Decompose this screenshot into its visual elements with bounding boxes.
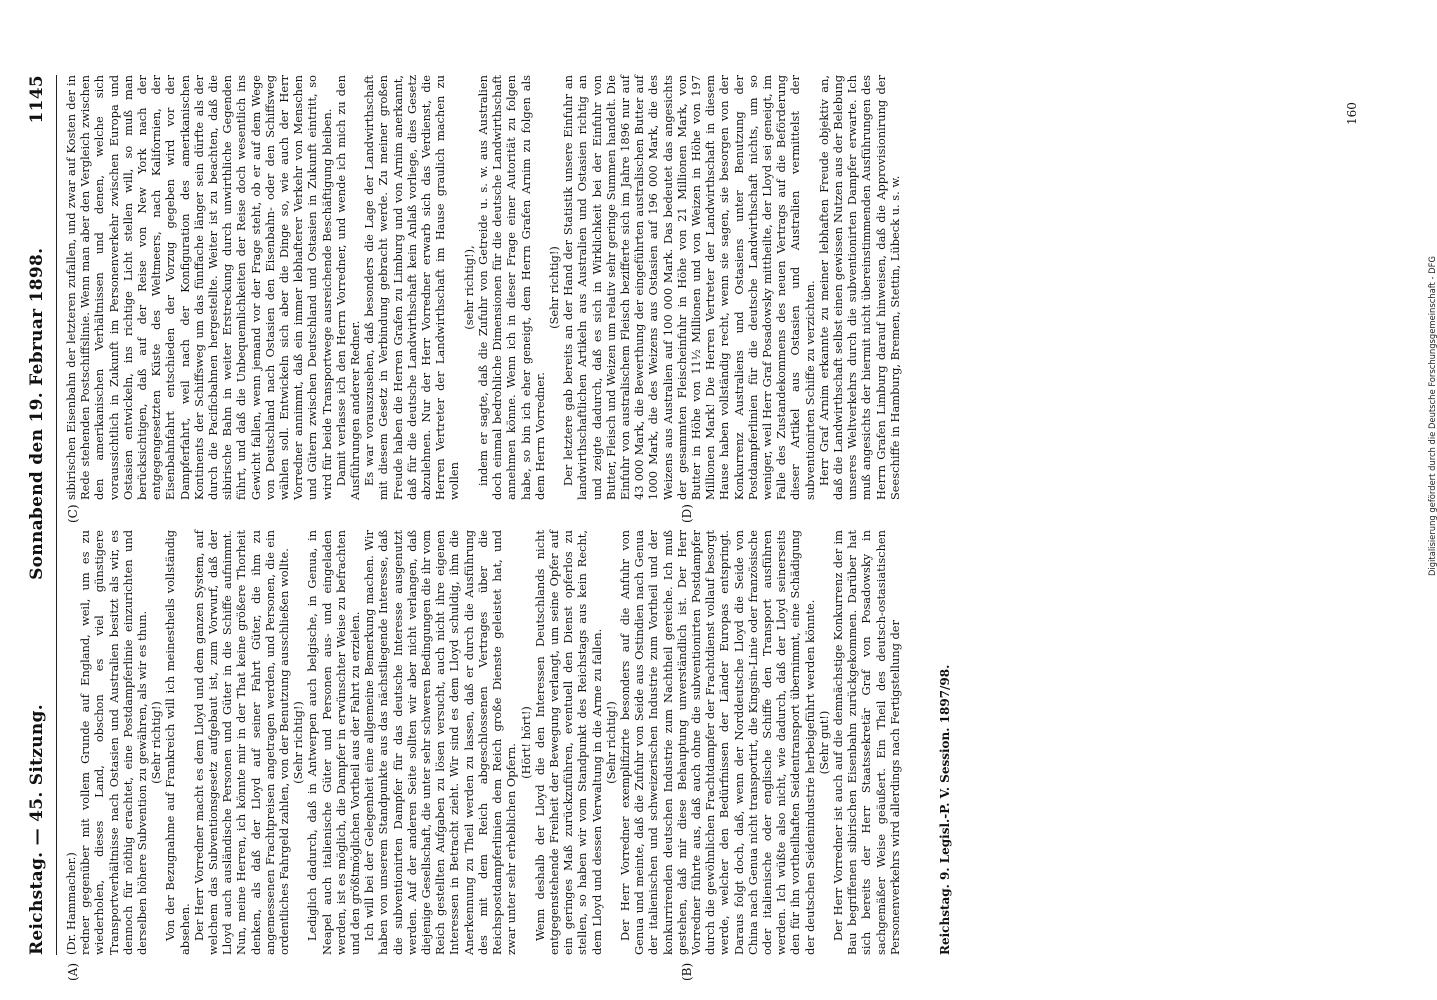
text-column-right	[64, 75, 902, 500]
header-date: Sonnabend den 19. Februar 1898.	[27, 247, 47, 580]
paragraph: Damit verlasse ich den Herrn Vorredner, und wende ich mich zu den Ausführungen anderer Redner.	[333, 75, 363, 500]
page-footer: Reichstag. 9. Legisl.-P. V. Session. 1897/98.	[938, 664, 952, 955]
margin-mark-d: (D)	[680, 504, 694, 523]
interjection: (sehr richtig!),	[461, 245, 476, 330]
paragraph: Der Herr Vorredner macht es dem Lloyd und dem ganzen System, auf welchem das Subventionsgesetz aufgebaut ist, zum Vorwurf, daß der Lloyd auch ausländische Personen und Güter in die Schiffe aufnimmt. Nun, meine Herren, ich könnte mir in der That keine größere Thorheit denken, als daß der Lloyd auf seiner Fahrt Güter, die ihm zu angemessenen Frachtpreisen angetragen werden, und Personen, die ein ordentliches Fahrgeld zahlen, von der Benutzung ausschließen wollte.	[191, 530, 292, 955]
page-number: 1145	[27, 75, 47, 124]
header-left: Reichstag. — 45. Sitzung.	[27, 704, 47, 955]
interjection: (Sehr richtig!)	[291, 701, 306, 784]
speaker-label: (Dr. Hammacher.)	[64, 852, 78, 955]
sheet-signature: 160	[1345, 102, 1359, 125]
paragraph: Es war vorauszusehen, daß besonders die Lage der Landwirthschaft mit diesem Gesetz in Verbindung gebracht werde. Zu meiner großen Freude haben die Herren Grafen zu Limburg und von Arnim anerkannt, daß für die deutsche Landwirthschaft kein Anlaß vorliege, dies Gesetz abzulehnen. Nur der Herr Vorredner erwarb sich das Verdienst, die Herren Vertreter der Landwirthschaft im Hause graulich machen zu wollen	[362, 75, 462, 500]
header-rule	[56, 75, 57, 955]
margin-mark-b: (B)	[680, 962, 694, 981]
digitization-note	[1427, 6, 1437, 576]
paragraph: Wenn deshalb der Lloyd die den Interessen Deutschlands nicht entgegenstehende Freiheit der Bewegung verlangt, um seine Opfer auf ein geringes Maß zurückzuführen, eventuell den Dienst opferlos zu stellen, so haben wir vom Standpunkt des Reichstags aus kein Recht, dem Lloyd und dessen Verwaltung in die Arme zu fallen.	[532, 530, 604, 955]
paragraph: indem er sagte, daß die Zufuhr von Getreide u. s. w. aus Australien doch einmal bedrohliche Dimensionen für die deutsche Landwirthschaft annehmen könne. Wenn ich in dieser Frage einer Autorität zu folgen habe, so bin ich eher geneigt, dem Herrn Grafen Arnim zu folgen als dem Herrn Vorredner.	[475, 75, 547, 500]
paragraph: Lediglich dadurch, daß in Antwerpen auch belgische, in Genua, in Neapel auch italienische Güter und Personen aus- und eingeladen werden, ist es möglich, die Dampfer in erwünschter Weise zu befrachten und den größtmöglichen Vortheil aus der Fahrt zu erzielen.	[305, 530, 363, 955]
digitization-strip	[1427, 6, 1437, 576]
interjection: (Sehr richtig!)	[149, 701, 164, 784]
paragraph: Der Herr Vorredner ist auch auf die demnächstige Konkurrenz der im Bau begriffenen sibirischen Eisenbahn zurückgekommen. Darüber hat sich bereits der Herr Staatssekretär Graf von Posadowsky in sachgemäßer Weise geäußert. Ein Theil des deutsch-ostasiatischen Personenverkehrs wird allerdings nach Fertigstellung der	[830, 530, 902, 955]
paragraph: redner gegenüber mit vollem Grunde auf England, weil, um es zu wiederholen, dieses Land, obschon es viel günstigere Transportverhältnisse nach Ostasien und Australien besitzt als wir, es dennoch für nöthig erachtet, eine Postdampferlinie einzurichten und derselben höhere Subvention zu gewähren, als wir es thun.	[78, 530, 150, 955]
rotated-page	[20, 55, 1400, 985]
interjection: (Sehr richtig!)	[603, 701, 618, 784]
margin-mark-c: (C)	[66, 504, 80, 523]
paragraph: Der Herr Vorredner exemplifizirte besonders auf die Anfuhr von Genua und meinte, daß die Zufuhr von Seide aus Ostindien nach Genua der italienischen und schweizerischen Industrie zum Vortheil und der konkurrirenden deutschen Industrie zum Nachtheil gereiche. Ich muß gestehen, daß mir diese Behauptung unverständlich ist. Der Herr Vorredner führte aus, daß auch ohne die subventionirten Postdampfer durch die gewöhnlichen Frachtdampfer der Frachtdienst vollauf besorgt werde, welcher den Bedürfnissen der Länder Europas entspringt. Daraus folgt doch, daß, wenn der Norddeutsche Lloyd die Seide von China nach Genua nicht transportirt, die Kingsin-Linie oder französische oder italienische oder englische Schiffe den Transport ausführen werden. Ich wüßte also nicht, wie dadurch, daß der Lloyd seinerseits den für ihn vortheilhaften Seidentransport übernimmt, eine Schädigung der deutschen Seidenindustrie herbeigeführt werden könnte.	[617, 530, 817, 955]
interjection: (Sehr gut!)	[816, 710, 831, 775]
interjection: (Sehr richtig!)	[546, 246, 561, 329]
paragraph: sibirischen Eisenbahn der letzteren zufallen, und zwar auf Kosten der in Rede stehenden Postschiffslinie. Wenn man aber den Vergleich zwischen den amerikanischen Verhältnissen und denen, welche sich voraussichtlich in Zukunft im Personenverkehr zwischen Europa und Ostasien entwickeln, ins richtige Licht stellen will, so muß man berücksichtigen, daß auf der Reise von New York nach der entgegengesetzten Küste des Weltmeers, nach Kalifornien, der Eisenbahnfahrt entschieden der Vorzug gegeben wird vor der Dampferfahrt, weil nach der Konfiguration des amerikanischen Kontinents der Schiffsweg um das fünffache länger sein dürfte als der durch die Pacificbahnen hergestellte. Weiter ist zu beachten, daß die sibirische Bahn in weiter Erstreckung durch unwirthliche Gegenden führt, und daß die Unbequemlichkeiten der Reise doch wesentlich ins Gewicht fallen, wenn jemand vor der Frage steht, ob er auf dem Wege von Deutschland nach Ostasien den Eisenbahn- oder den Schiffsweg wählen soll. Entwickeln sich aber die Dinge so, wie auch der Herr Vorredner annimmt, daß ein immer lebhafterer Verkehr von Menschen und Gütern zwischen Deutschland und Ostasien in Zukunft eintritt, so wird für beide Transportwege ausreichende Beschäftigung bleiben.	[64, 75, 334, 500]
paragraph: Ich will bei der Gelegenheit eine allgemeine Bemerkung machen. Wir haben von unserem Standpunkte aus das nächstliegende Interesse, daß die subventionirten Dampfer für das deutsche Interesse ausgenutzt werden. Auf der anderen Seite sollten wir aber nicht verlangen, daß diejenige Gesellschaft, die unter sehr schweren Bedingungen die ihr vom Reich gestellten Aufgaben zu lösen versucht, auch nicht ihre eigenen Interessen in Betracht zieht. Wir sind es dem Lloyd schuldig, ihm die Anerkennung zu Theil werden zu lassen, daß er durch die Ausführung des mit dem Reich abgeschlossenen Vertrages über die Reichspostdampferlinien dem Reich große Dienste geleistet hat, und zwar unter sehr erheblichen Opfern.	[362, 530, 519, 955]
paragraph: Herr Graf Arnim erkannte zu meiner lebhaften Freude objektiv an, daß die Landwirthschaft selbst einen gewissen Nutzen aus der Belebung unseres Weltverkehrs durch die subventionirten Dampfer erwarte. Ich muß angesichts der hiermit nicht übereinstimmenden Ausführungen des Herrn Grafen Limburg darauf hinweisen, daß die Approvisionirung der Seeschiffe in Hamburg, Bremen, Stettin, Lübeck u. s. w.	[816, 75, 902, 500]
text-column-left	[64, 530, 902, 955]
margin-mark-a: (A)	[66, 962, 80, 981]
interjection: (Hört! hört!)	[518, 706, 533, 779]
digitization-text: Digitalisierung gefördert durch die Deutsche Forschungsgemeinschaft - DFG	[1427, 256, 1437, 576]
paragraph: Der letztere gab bereits an der Hand der Statistik unsere Einfuhr an landwirthschaftlichen Artikeln aus Australien und Ostasien richtig an und zeigte dadurch, daß es sich in Wirklichkeit bei der Einfuhr von Butter, Fleisch und Weizen um relativ sehr geringe Summen handelt. Die Einfuhr von australischem Fleisch bezifferte sich im Jahre 1896 nur auf 43 000 Mark, die Bewerthung der eingeführten australischen Butter auf 1000 Mark, die des Weizens aus Ostasien auf 196 000 Mark, die des Weizens aus Australien auf 100 000 Mark. Das bedeutet das angesichts der gesammten Fleischeinfuhr in Höhe von 21 Millionen Mark, von Butter in Höhe von 11½ Millionen und von Weizen in Höhe von 197 Millionen Mark! Die Herren Vertreter der Landwirthschaft in diesem Hause haben vollständig recht, wenn sie sagen, sie besorgen von der Konkurrenz Australiens und Ostasiens unter Benutzung der Postdampferlinien für die deutsche Landwirthschaft nichts, um so weniger, weil Herr Graf Posadowsky mittheilte, der Lloyd sei geneigt, im Falle des Zustandekommens des neuen Vertrags auf die Beförderung dieser Artikel aus Ostasien und Australien vermittelst der subventionirten Schiffe zu verzichten.	[561, 75, 817, 500]
page-header	[20, 75, 54, 955]
paragraph: Von der Bezugnahme auf Frankreich will ich meinestheils vollständig absehen.	[163, 530, 192, 955]
